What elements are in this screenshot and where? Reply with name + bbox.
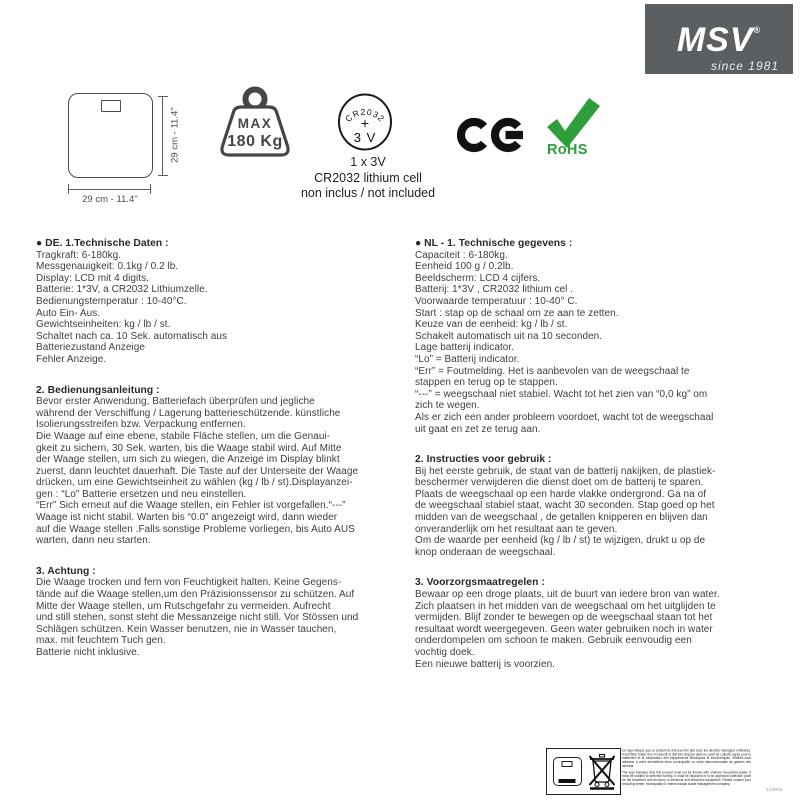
weee-fineprint-text <box>622 749 751 786</box>
section-line: tände auf die Waage stellen,um den Präzisionssensor zu schützen. Auf <box>36 589 355 601</box>
section-line: de weegschaal stabiel staat, wacht 30 seconden. Stap goed op het <box>415 500 715 512</box>
section-gap <box>36 547 394 566</box>
battery-caption-line: 1 x 3V <box>350 155 386 169</box>
section-line: Bij het eerste gebruik, de staat van de batterij nakijken, de plastiek- <box>415 465 716 477</box>
section-line: Keuze van de eenheid: kg / lb / st. <box>415 319 568 331</box>
section-line: Als er zich een ander probleem voordoet, wacht tot de weegschaal <box>415 411 714 423</box>
height-dimension-label: 29 cm - 11.4'' <box>169 107 181 163</box>
mini-scale-display <box>562 761 573 767</box>
section-line: warten, dann neu starten. <box>36 535 151 547</box>
section-line: gen : “Lo” Batterie ersetzen und neu einstellen. <box>36 488 247 500</box>
section-line: Beeldscherm: LCD 4 cijfers. <box>415 272 541 284</box>
brand-name: MSV <box>676 21 754 59</box>
section-line: Batterij: 1*3V , CR2032 lithium cel . <box>415 284 574 296</box>
german-instructions-column <box>36 238 394 678</box>
fineprint-paragraph: The logo indicates that this product must not be thrown with ordinary household waste. It must be subject to selective sorting. It must be disposed of in an approved collection point for the treatment and recovery of electrical and electronic equipment. Please contact your recycling center, municipality or intermunicipal waste management company. <box>622 770 751 786</box>
crossed-out-bin-icon <box>589 754 615 790</box>
section-line: Batteriezustand Anzeige <box>36 342 146 354</box>
scale-lcd-display-shape <box>101 100 121 112</box>
section-line: onderdompelen om schoon te maken. Gebruik eenvoudig een <box>415 635 692 647</box>
section-line: Die Waage auf eine ebene, stabile Fläche stellen, um die Genaui- <box>36 430 331 442</box>
section-heading: ● DE. 1.Technische Daten : <box>36 238 169 249</box>
section-line: Waage ist nicht stabil. Warten bis “0.0” angezeigt wird, dann wieder <box>36 512 338 524</box>
section-line: uit gaat en zet ze terug aan. <box>415 423 541 435</box>
section-line: “---” = weegschaal niet stabiel. Wacht tot het zien van “0,0 kg” om <box>415 388 708 400</box>
vertical-dimension-line <box>162 96 163 176</box>
section-heading: 3. Achtung : <box>36 565 96 577</box>
document-code: 143802 <box>766 787 783 792</box>
section-heading: 3. Voorzorgsmaatregelen : <box>415 577 545 589</box>
section-line: Batterie nicht inklusive. <box>36 647 140 658</box>
section-line: Om de waarde per eenheid (kg / lb / st) te wijzigen, drukt u op de <box>415 535 706 547</box>
battery-caption-line: non inclus / not included <box>300 186 436 200</box>
battery-voltage-label: 3 V <box>353 130 377 145</box>
section-line: beschermer verwijderen die dienst doet om de batterij te sparen. <box>415 477 704 489</box>
section-line: Bewaar op een droge plaats, uit de buurt van iedere bron van water. <box>415 589 720 601</box>
section-line: midden van de weegschaal , de getallen knipperen en blijven dan <box>415 512 708 524</box>
section-line: Batterie: 1*3V, a CR2032 Lithiumzelle. <box>36 284 208 296</box>
section-line: gkeit zu sichern, 30 Sek. warten, bis die Waage stabil wird. Auf Mitte <box>36 442 342 454</box>
section-line: Lage batterij indicator. <box>415 342 515 354</box>
section-line: stappen en terug op te stappen. <box>415 377 558 389</box>
section-line: zuerst, dann leuchtet dauerhaft. Die Taste auf der Unterseite der Waage <box>36 465 359 477</box>
battery-caption-line: CR2032 lithium cell <box>314 170 422 185</box>
section-line: auf die Waage stellen .Falls sonstige Probleme vorliegen, bis Auto AUS <box>36 523 355 535</box>
section-line: vermijden. Blijf zonder te bewegen op de weegschaal staan tot het <box>415 612 713 624</box>
horizontal-dimension-line <box>68 189 151 190</box>
section-line: onveranderlijk om het resultaat aan te geven. <box>415 523 618 535</box>
weee-icons-box <box>546 748 621 795</box>
section-line: “Err” Sich erneut auf die Waage stellen, ein Fehler ist vorgefallen.“---” <box>36 500 346 512</box>
brand-logo <box>645 4 793 74</box>
section-line: “Err” = Foutmelding. Het is aanbevolen van de weegschaal te <box>415 365 690 377</box>
section-line: Zich plaatsen in het midden van de weegschaal om het uitglijden te <box>415 600 716 612</box>
section-line: resultaat wordt weergegeven. Geen water gebruiken noch in water <box>415 623 713 635</box>
ce-mark-icon <box>457 108 527 162</box>
section-line: zich te wegen. <box>415 400 480 412</box>
rohs-checkmark-icon <box>545 97 607 159</box>
section-line: Fehler Anzeige. <box>36 353 107 365</box>
section-line: während der Verschiffung / Lagerung batterieschützende. künstliche <box>36 407 341 419</box>
section-line: Capaciteit : 6-180kg. <box>415 249 508 261</box>
dimension-tick <box>158 96 168 97</box>
section-line: Een nieuwe batterij is voorzien. <box>415 658 556 670</box>
weee-fineprint <box>622 749 752 795</box>
section-line: Mitte der Waage stellen, um Rutschgefahr zu vermeiden. Aufrecht <box>36 600 331 612</box>
battery-plus-sign: + <box>360 115 370 131</box>
section-gap <box>415 435 787 454</box>
section-line: Voorwaarde temperatuur : 10-40° C. <box>415 295 578 307</box>
max-weight-value: 180 Kg <box>227 133 283 150</box>
section-line: Start : stap op de schaal om ze aan te zetten. <box>415 307 619 319</box>
battery-cell-icon <box>337 93 393 151</box>
battery-caption <box>288 155 448 202</box>
section-line: “Lo” = Batterij indicator. <box>415 353 520 365</box>
section-line: Isolierungsstreifen bzw. Verpackung entfernen. <box>36 419 246 431</box>
section-line: Schaltet nach ca. 10 Sek. automatisch aus <box>36 330 228 342</box>
section-line: Die Waage trocken und fern von Feuchtigkeit halten. Keine Gegens- <box>36 577 342 589</box>
brand-tagline: since 1981 <box>710 59 779 73</box>
section-line: Auto Ein- Aus. <box>36 307 101 319</box>
battery-model-curved-label: CR2032 <box>343 106 387 125</box>
section-heading: 2. Bedienungsanleitung : <box>36 384 160 396</box>
section-line: der Waage stellen, um sich zu wiegen, die Anzeige im Display blinkt <box>36 454 340 466</box>
dimension-tick <box>158 175 168 176</box>
section-line: max. mit feuchtem Tuch gen. <box>36 635 166 647</box>
section-line: Display: LCD mit 4 digits. <box>36 272 149 284</box>
section-line: vochtig doek. <box>415 647 475 658</box>
section-line: Bevor erster Anwendung, Batteriefach überprüfen und jegliche <box>36 396 315 408</box>
max-weight-icon <box>216 86 294 158</box>
section-heading: ● NL - 1. Technische gegevens : <box>415 238 573 249</box>
fineprint-paragraph: Ce logo indique que ce produit ne doit pas être jeté avec les déchets ménagers ordinaires. Il doit faire l'objet d'un tri sélectif et doit être déposé dans un point de collecte agréé pour le traitement et la valorisation des équipements électriques et électroniques. Veuillez-vous adresser à votre déchetterie et/ou municipalité ou votre intercommunale de gestion des déchets. <box>622 749 751 768</box>
section-line: Gewichtseinheiten: kg / lb / st. <box>36 319 171 331</box>
dutch-instructions-column <box>415 238 787 689</box>
section-line: Messgenauigkeit: 0.1kg / 0.2 lb. <box>36 261 179 273</box>
max-weight-label: MAX <box>237 116 273 131</box>
section-line: Schakelt automatisch uit na 10 seconden. <box>415 330 603 342</box>
mini-scale-icon <box>553 757 582 786</box>
section-line: Bedienungstemperatur : 10-40°C. <box>36 295 187 307</box>
mini-scale-bar <box>559 779 576 783</box>
section-gap <box>36 659 394 678</box>
rohs-label: RoHS <box>547 142 588 158</box>
section-gap <box>415 670 787 689</box>
section-line: Plaats de weegschaal op een harde vlakke ondergrond. Ga na of <box>415 488 707 500</box>
dimension-tick <box>150 184 151 194</box>
section-line: Eenheid 100 g / 0.2lb. <box>415 261 514 273</box>
section-line: Tragkraft: 6-180kg. <box>36 249 122 261</box>
section-line: und still stehen, sonst steht die Messanzeige nicht still. Vor Stössen und <box>36 612 359 624</box>
section-line: knop onderaan de weegschaal. <box>415 546 556 558</box>
section-gap <box>415 558 787 577</box>
section-heading: 2. Instructies voor gebruik : <box>415 454 552 466</box>
brand-logo-text <box>645 13 793 57</box>
section-line: drücken, um eine Gewichtseinheit zu wählen (kg / lb / st).Displayanzei- <box>36 477 353 489</box>
section-line: Schlägen schützen. Kein Wasser benutzen, nie in Wasser tauchen, <box>36 623 337 635</box>
section-gap <box>36 366 394 385</box>
width-dimension-label: 29 cm - 11.4'' <box>82 194 138 205</box>
dimension-tick <box>68 184 69 194</box>
registered-trademark-symbol: ® <box>753 25 762 35</box>
